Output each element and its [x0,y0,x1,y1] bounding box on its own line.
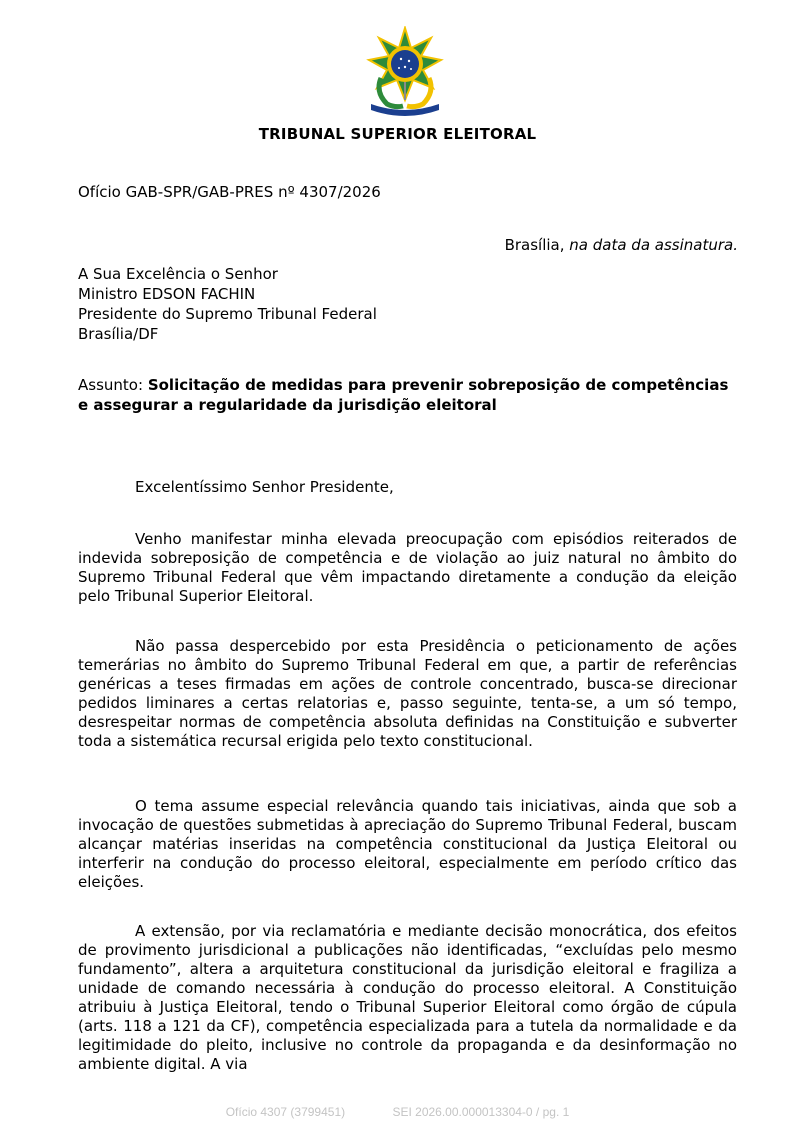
recipient-line-1: A Sua Excelência o Senhor [78,265,278,283]
date-place: Brasília, [504,236,565,254]
footer-document-id: Ofício 4307 (3799451) [225,1105,346,1119]
recipient-line-4: Brasília/DF [78,325,159,343]
page-footer [0,1105,795,1119]
recipient-line-2: Ministro EDSON FACHIN [78,285,256,303]
paragraph-2: Não passa despercebido por esta Presidência o peticionamento de ações temerárias no âmbito do Supremo Tribunal Federal em que, a partir de referências genéricas a teses firmadas em ações de controle concentrado, busca-se direcionar pedidos liminares a certas relatorias e, passo seguinte, tenta-se, a um só tempo, desrespeitar normas de competência absoluta definidas na Constituição e subverter toda a sistemática recursal erigida pelo texto constitucional. [78,637,737,750]
footer-sei-page: SEI 2026.00.000013304-0 / pg. 1 [392,1105,570,1119]
subject-block [78,375,738,415]
subject-text: Solicitação de medidas para prevenir sobreposição de competências e assegurar a regularidade da jurisdição eleitoral [78,376,729,414]
paragraph-4: A extensão, por via reclamatória e mediante decisão monocrática, dos efeitos de provimento jurisdicional a publicações não identificadas, “excluídas pelo mesmo fundamento”, altera a arquitetura constitucional da jurisdição eleitoral e fragiliza a unidade de comando necessária à condução do processo eleitoral. A Constituição atribuiu à Justiça Eleitoral, tendo o Tribunal Superior Eleitoral como órgão de cúpula (arts. 118 a 121 da CF), competência especializada para a tutela da normalidade e da legitimidade do pleito, inclusive no controle da propaganda e da desinformação no ambiente digital. A via [78,922,737,1073]
oficio-number: Ofício GAB-SPR/GAB-PRES nº 4307/2026 [78,183,381,201]
date-line [505,236,738,254]
subject-label: Assunto: [78,376,144,394]
institution-title: TRIBUNAL SUPERIOR ELEITORAL [258,125,537,143]
paragraph-1: Venho manifestar minha elevada preocupação com episódios reiterados de indevida sobreposição de competência e de violação ao juiz natural no âmbito do Supremo Tribunal Federal que vêm impactando diretamente a condução da eleição pelo Tribunal Superior Eleitoral. [78,530,737,605]
recipient-line-3: Presidente do Supremo Tribunal Federal [78,305,377,323]
date-text: na data da assinatura. [569,236,738,254]
paragraph-3: O tema assume especial relevância quando tais iniciativas, ainda que sob a invocação de questões submetidas à apreciação do Supremo Tribunal Federal, buscam alcançar matérias inseridas na competência constitucional da Justiça Eleitoral ou interferir na condução do processo eleitoral, especialmente em período crítico das eleições. [78,797,737,891]
recipient-block [78,264,377,344]
brazil-coat-of-arms-icon [365,26,445,116]
salutation: Excelentíssimo Senhor Presidente, [135,478,394,496]
